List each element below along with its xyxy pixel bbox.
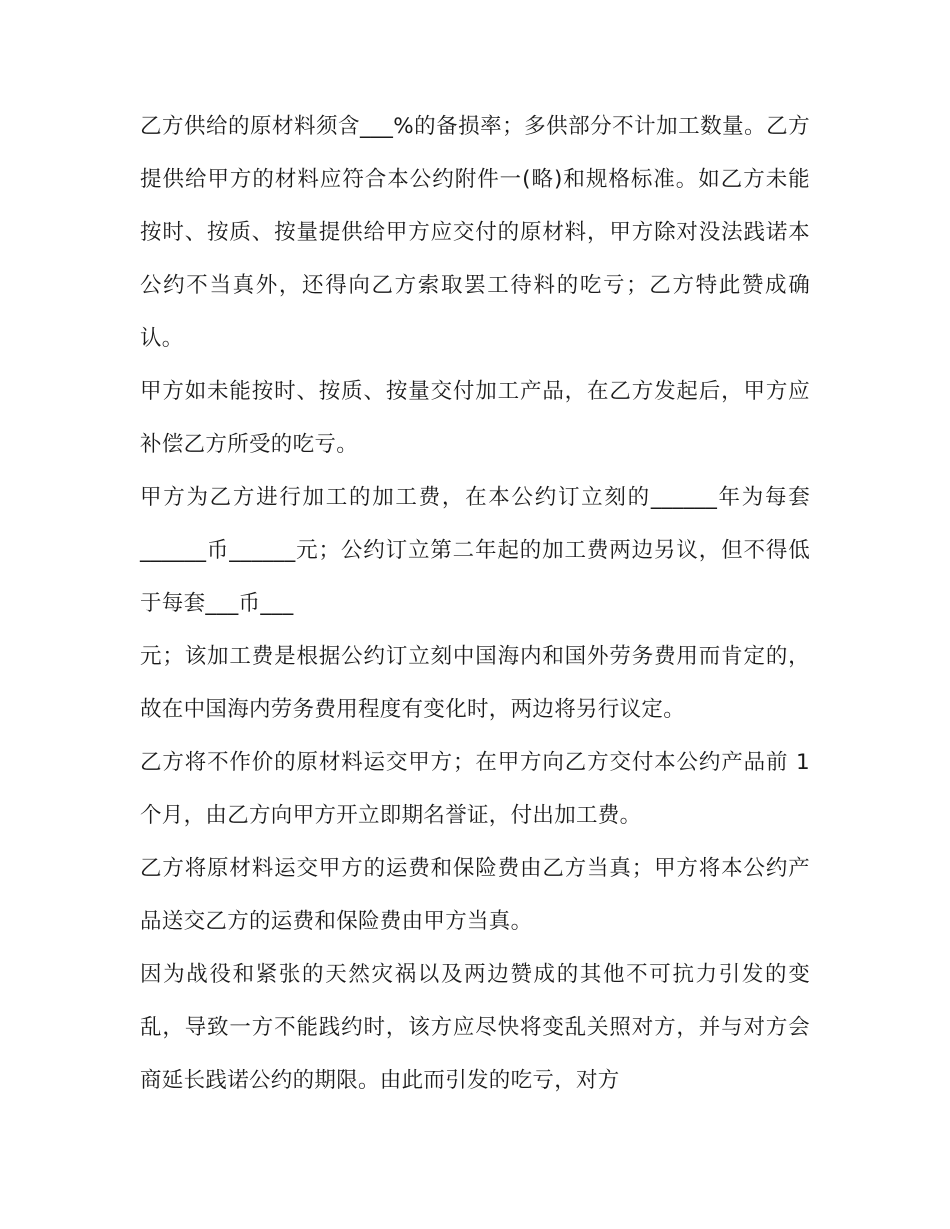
paragraph: 甲方为乙方进行加工的加工费，在本公约订立刻的______年为每套______币______元；公约订立第二年起的加工费两边另议，但不得低于每套___币___ bbox=[140, 485, 810, 616]
paragraph: 乙方将原材料运交甲方的运费和保险费由乙方当真；甲方将本公约产品送交乙方的运费和保险费由甲方当真。 bbox=[140, 856, 810, 934]
paragraph: 乙方将不作价的原材料运交甲方；在甲方向乙方交付本公约产品前 1 个月，由乙方向甲方开立即期名誉证，付出加工费。 bbox=[140, 750, 818, 828]
document-body bbox=[140, 100, 818, 1107]
paragraph: 甲方如未能按时、按质、按量交付加工产品，在乙方发起后，甲方应补偿乙方所受的吃亏。 bbox=[140, 379, 810, 457]
paragraph: 因为战役和紧张的天然灾祸以及两边赞成的其他不可抗力引发的变乱，导致一方不能践约时，该方应尽快将变乱关照对方，并与对方会商延长践诺公约的期限。由此而引发的吃亏，对方 bbox=[140, 962, 810, 1093]
paragraph: 元；该加工费是根据公约订立刻中国海内和国外劳务费用而肯定的，故在中国海内劳务费用程度有变化时，两边将另行议定。 bbox=[140, 644, 810, 722]
paragraph: 乙方供给的原材料须含___%的备损率；多供部分不计加工数量。乙方提供给甲方的材料应符合本公约附件一(略)和规格标准。如乙方未能按时、按质、按量提供给甲方应交付的原材料，甲方除对没法践诺本公约不当真外，还得向乙方索取罢工待料的吃亏；乙方特此赞成确认。 bbox=[140, 114, 810, 351]
